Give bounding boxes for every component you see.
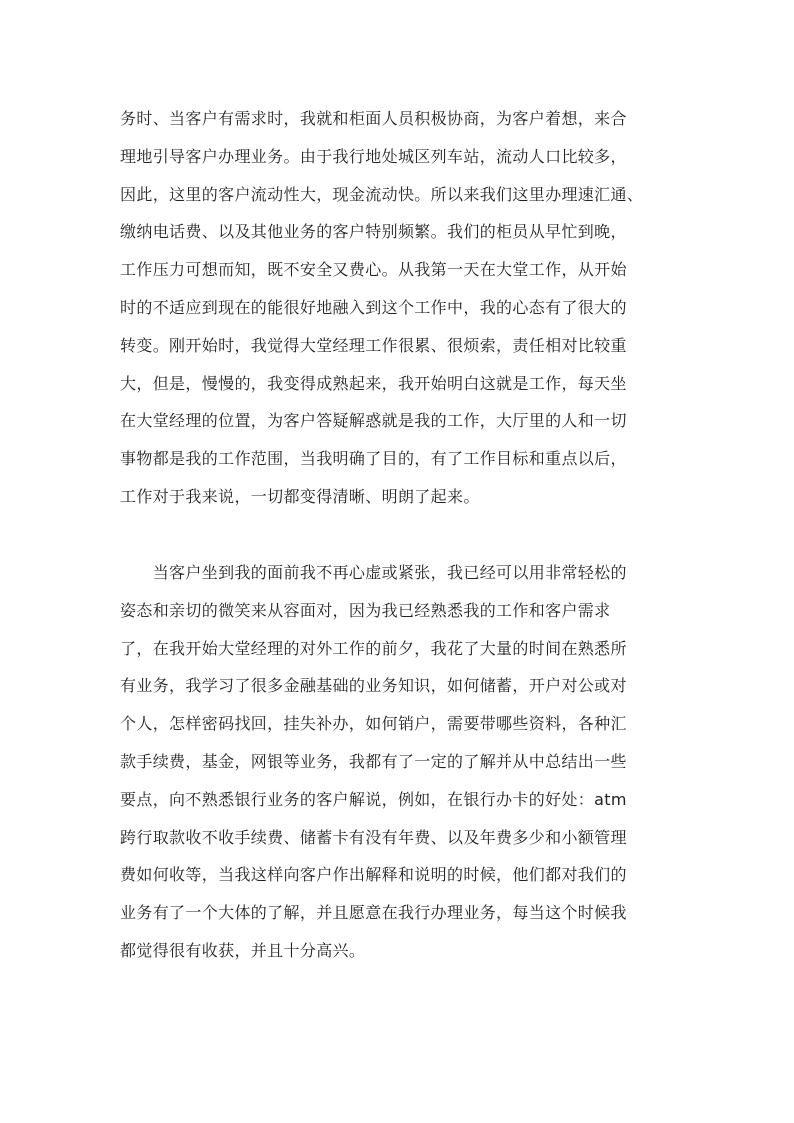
- paragraph-1: [120, 104, 680, 520]
- paragraph-line: 了，在我开始大堂经理的对外工作的前夕，我花了大量的时间在熟悉所: [120, 638, 627, 658]
- paragraph-line: 款手续费，基金，网银等业务，我都有了一定的了解并从中总结出一些: [120, 751, 627, 771]
- paragraph-line: 个人，怎样密码找回，挂失补办，如何销户，需要带哪些资料，各种汇: [120, 714, 627, 734]
- paragraph-line: 缴纳电话费、以及其他业务的客户特别频繁。我们的柜员从早忙到晚，: [120, 222, 627, 242]
- paragraph-line: 都觉得很有收获，并且十分高兴。: [120, 940, 366, 960]
- paragraph-line: 在大堂经理的位置，为客户答疑解惑就是我的工作，大厅里的人和一切: [120, 411, 627, 431]
- paragraph-line: 费如何收等，当我这样向客户作出解释和说明的时候，他们都对我们的: [120, 865, 627, 885]
- paragraph-line: 姿态和亲切的微笑来从容面对，因为我已经熟悉我的工作和客户需求: [120, 600, 611, 620]
- paragraph-line: 转变。刚开始时，我觉得大堂经理工作很累、很烦索，责任相对比较重: [120, 335, 627, 355]
- paragraph-line: 有业务，我学习了很多金融基础的业务知识，如何储蓄，开户对公或对: [120, 676, 627, 696]
- paragraph-line: 工作对于我来说，一切都变得清晰、明朗了起来。: [120, 486, 480, 506]
- paragraph-line: 务时、当客户有需求时，我就和柜面人员积极协商，为客户着想，来合: [120, 109, 627, 128]
- paragraph-2: [120, 558, 680, 974]
- paragraph-line: 工作压力可想而知，既不安全又费心。从我第一天在大堂工作，从开始: [120, 260, 627, 280]
- paragraph-line: 大，但是，慢慢的，我变得成熟起来，我开始明白这就是工作，每天坐: [120, 373, 627, 393]
- paragraph-line: 时的不适应到现在的能很好地融入到这个工作中，我的心态有了很大的: [120, 297, 627, 317]
- paragraph-line: 要点，向不熟悉银行业务的客户解说，例如，在银行办卡的好处：atm: [120, 789, 627, 809]
- paragraph-line: 事物都是我的工作范围，当我明确了目的，有了工作目标和重点以后，: [120, 449, 627, 469]
- paragraph-line: 因此，这里的客户流动性大，现金流动快。所以来我们这里办理速汇通、: [120, 184, 644, 204]
- paragraph-line: 理地引导客户办理业务。由于我行地处城区列车站，流动人口比较多，: [120, 146, 627, 166]
- paragraph-line: 业务有了一个大体的了解，并且愿意在我行办理业务，每当这个时候我: [120, 903, 627, 923]
- paragraph-line: 跨行取款收不收手续费、储蓄卡有没有年费、以及年费多少和小额管理: [120, 827, 627, 847]
- paragraph-line: 当客户坐到我的面前我不再心虚或紧张，我已经可以用非常轻松的: [120, 563, 627, 582]
